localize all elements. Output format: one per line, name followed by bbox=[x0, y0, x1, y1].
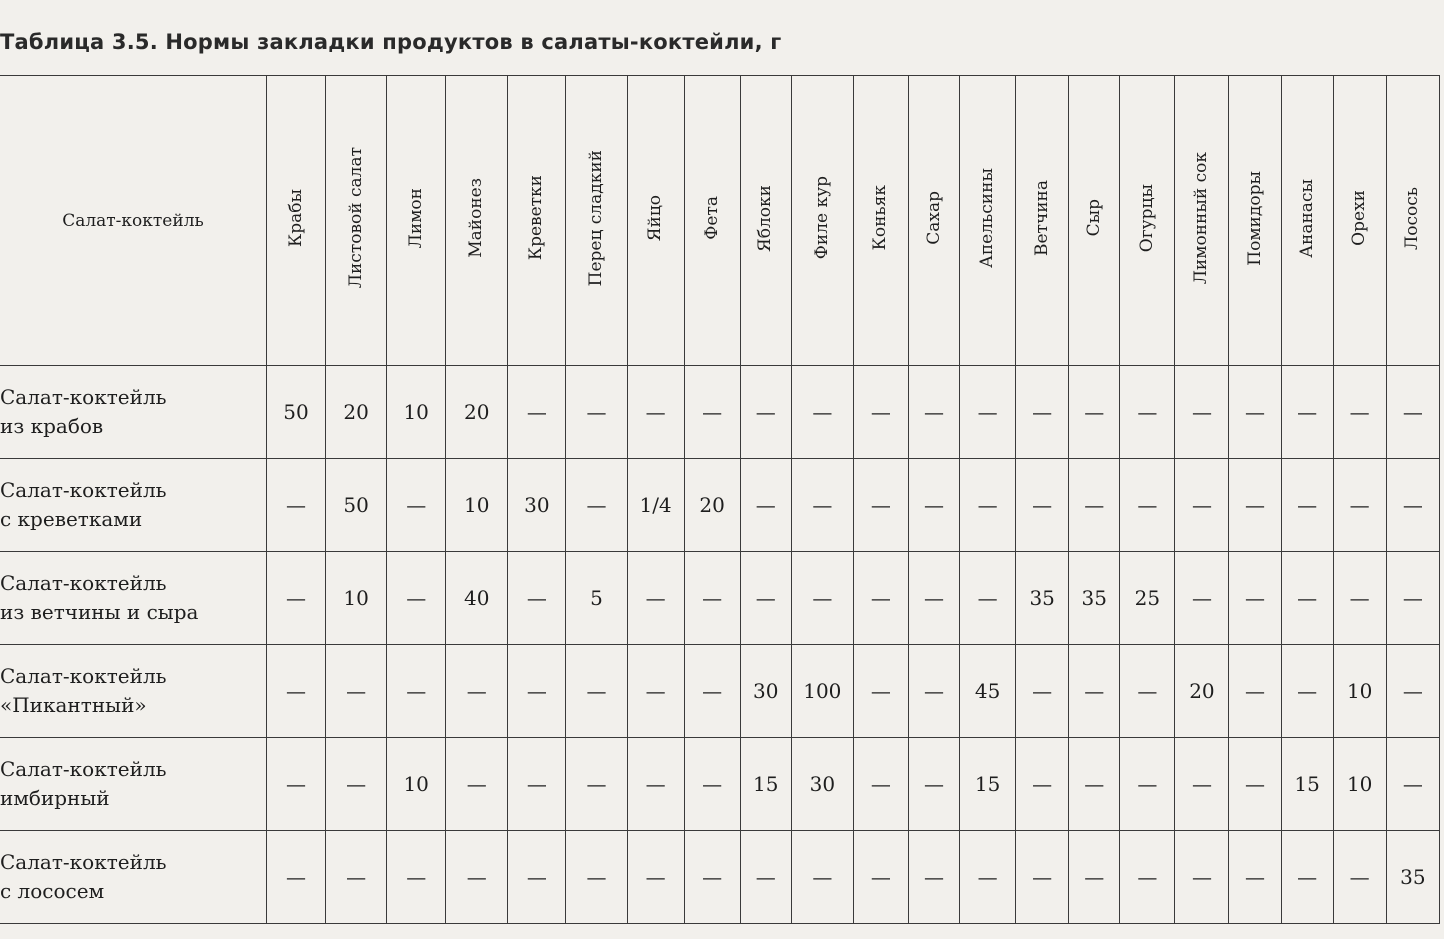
table-cell: — bbox=[1333, 552, 1386, 645]
table-cell: — bbox=[684, 831, 740, 924]
table-cell: — bbox=[1229, 831, 1281, 924]
table-cell: — bbox=[508, 831, 566, 924]
column-header-label: Яблоки bbox=[755, 184, 776, 252]
table-cell: — bbox=[1175, 366, 1229, 459]
table-cell: — bbox=[627, 552, 684, 645]
row-header bbox=[0, 645, 266, 738]
table-cell: 15 bbox=[740, 738, 791, 831]
column-header bbox=[326, 76, 387, 366]
row-header bbox=[0, 738, 266, 831]
row-header bbox=[0, 366, 266, 459]
table-cell: — bbox=[627, 831, 684, 924]
row-header bbox=[0, 459, 266, 552]
column-header-label: Коньяк bbox=[870, 185, 891, 251]
table-cell: — bbox=[684, 366, 740, 459]
table-cell: — bbox=[1069, 738, 1120, 831]
column-header bbox=[908, 76, 959, 366]
table-cell: — bbox=[853, 831, 908, 924]
row-header bbox=[0, 552, 266, 645]
table-cell: — bbox=[908, 831, 959, 924]
row-header-line: из ветчины и сыра bbox=[0, 600, 199, 624]
table-cell: — bbox=[1069, 645, 1120, 738]
table-cell: — bbox=[1016, 366, 1069, 459]
table-cell: — bbox=[1386, 459, 1439, 552]
column-header bbox=[960, 76, 1016, 366]
table-cell: — bbox=[566, 366, 627, 459]
table-cell: — bbox=[908, 459, 959, 552]
row-header-line: Салат-коктейль bbox=[0, 664, 167, 688]
table-cell: 50 bbox=[266, 366, 325, 459]
table-cell: — bbox=[791, 459, 853, 552]
column-header-label: Сахар bbox=[923, 191, 944, 245]
column-header-label: Сыр bbox=[1083, 199, 1104, 237]
table-cell: 45 bbox=[960, 645, 1016, 738]
column-header bbox=[1281, 76, 1333, 366]
table-cell: 10 bbox=[1333, 645, 1386, 738]
column-header bbox=[853, 76, 908, 366]
norms-table bbox=[0, 75, 1440, 924]
table-cell: — bbox=[1120, 738, 1175, 831]
row-header-line: Салат-коктейль bbox=[0, 757, 167, 781]
column-header-label: Креветки bbox=[526, 175, 547, 261]
table-cell: — bbox=[266, 831, 325, 924]
column-header-label: Апельсины bbox=[977, 167, 998, 269]
table-cell: — bbox=[508, 738, 566, 831]
table-cell: — bbox=[853, 645, 908, 738]
table-row bbox=[0, 831, 1440, 924]
table-cell: — bbox=[387, 645, 446, 738]
column-header bbox=[387, 76, 446, 366]
table-cell: — bbox=[1175, 738, 1229, 831]
row-header bbox=[0, 831, 266, 924]
table-cell: — bbox=[1120, 645, 1175, 738]
column-header-label: Листовой салат bbox=[345, 147, 366, 289]
table-cell: — bbox=[508, 552, 566, 645]
table-cell: 35 bbox=[1016, 552, 1069, 645]
column-header-label: Лимонный сок bbox=[1191, 151, 1212, 285]
column-header bbox=[566, 76, 627, 366]
row-header-line: с лососем bbox=[0, 879, 105, 903]
row-header-line: Салат-коктейль bbox=[0, 571, 167, 595]
table-cell: — bbox=[446, 645, 508, 738]
table-cell: 30 bbox=[791, 738, 853, 831]
table-cell: — bbox=[266, 459, 325, 552]
column-header bbox=[1016, 76, 1069, 366]
column-header bbox=[1069, 76, 1120, 366]
table-cell: — bbox=[1281, 366, 1333, 459]
table-cell: 10 bbox=[326, 552, 387, 645]
table-cell: — bbox=[446, 738, 508, 831]
table-cell: — bbox=[853, 459, 908, 552]
table-cell: — bbox=[326, 831, 387, 924]
column-header-label: Перец сладкий bbox=[585, 149, 606, 287]
table-cell: — bbox=[1069, 831, 1120, 924]
column-header-label: Филе кур bbox=[811, 176, 832, 260]
table-cell: 15 bbox=[960, 738, 1016, 831]
table-cell: — bbox=[1120, 366, 1175, 459]
table-cell: — bbox=[1333, 366, 1386, 459]
table-cell: 20 bbox=[1175, 645, 1229, 738]
table-cell: 20 bbox=[684, 459, 740, 552]
table-cell: — bbox=[387, 552, 446, 645]
table-cell: — bbox=[1281, 552, 1333, 645]
table-cell: — bbox=[566, 459, 627, 552]
table-cell: — bbox=[1229, 552, 1281, 645]
table-cell: — bbox=[508, 366, 566, 459]
column-header bbox=[266, 76, 325, 366]
table-cell: — bbox=[960, 552, 1016, 645]
table-row bbox=[0, 459, 1440, 552]
table-cell: — bbox=[1281, 645, 1333, 738]
table-cell: — bbox=[387, 459, 446, 552]
table-row bbox=[0, 645, 1440, 738]
table-caption: Таблица 3.5. Нормы закладки продуктов в салаты-коктейли, г bbox=[0, 30, 782, 54]
column-header-label: Орехи bbox=[1349, 190, 1370, 246]
column-header-label: Огурцы bbox=[1136, 183, 1157, 253]
row-header-line: Салат-коктейль bbox=[0, 850, 167, 874]
table-cell: 20 bbox=[326, 366, 387, 459]
table-cell: — bbox=[387, 831, 446, 924]
column-header bbox=[740, 76, 791, 366]
column-header-label: Лосось bbox=[1402, 186, 1423, 250]
table-cell: — bbox=[1229, 738, 1281, 831]
column-header-label: Ветчина bbox=[1031, 180, 1052, 256]
table-cell: — bbox=[566, 645, 627, 738]
table-cell: — bbox=[627, 645, 684, 738]
table-cell: — bbox=[740, 459, 791, 552]
table-cell: — bbox=[791, 831, 853, 924]
table-cell: — bbox=[1069, 366, 1120, 459]
table-cell: — bbox=[908, 366, 959, 459]
table-cell: — bbox=[566, 831, 627, 924]
row-header-line: «Пикантный» bbox=[0, 693, 147, 717]
row-header-line: из крабов bbox=[0, 414, 104, 438]
table-cell: — bbox=[508, 645, 566, 738]
table-cell: — bbox=[1386, 645, 1439, 738]
corner-header: Салат-коктейль bbox=[0, 76, 266, 366]
table-cell: — bbox=[853, 738, 908, 831]
table-cell: — bbox=[266, 552, 325, 645]
table-cell: 30 bbox=[508, 459, 566, 552]
table-cell: — bbox=[1175, 459, 1229, 552]
table-cell: — bbox=[740, 366, 791, 459]
table-cell: — bbox=[740, 831, 791, 924]
header-row bbox=[0, 76, 1440, 366]
table-cell: 10 bbox=[387, 366, 446, 459]
table-cell: — bbox=[266, 645, 325, 738]
column-header-label: Лимон bbox=[405, 187, 426, 249]
table-cell: — bbox=[740, 552, 791, 645]
table-cell: 10 bbox=[1333, 738, 1386, 831]
table-cell: 20 bbox=[446, 366, 508, 459]
table-cell: — bbox=[684, 645, 740, 738]
table-cell: — bbox=[1069, 459, 1120, 552]
column-header bbox=[791, 76, 853, 366]
table-cell: 10 bbox=[387, 738, 446, 831]
column-header-label: Ананасы bbox=[1296, 178, 1317, 258]
column-header bbox=[1229, 76, 1281, 366]
table-cell: — bbox=[1386, 366, 1439, 459]
table-cell: 100 bbox=[791, 645, 853, 738]
row-header-line: имбирный bbox=[0, 786, 110, 810]
table-cell: — bbox=[627, 738, 684, 831]
table-cell: — bbox=[908, 552, 959, 645]
table-cell: 15 bbox=[1281, 738, 1333, 831]
column-header-label: Крабы bbox=[285, 189, 306, 247]
table-cell: — bbox=[446, 831, 508, 924]
table-cell: — bbox=[326, 738, 387, 831]
table-cell: — bbox=[1333, 459, 1386, 552]
table-cell: — bbox=[1333, 831, 1386, 924]
table-cell: 5 bbox=[566, 552, 627, 645]
table-cell: — bbox=[1016, 645, 1069, 738]
table-cell: — bbox=[1175, 552, 1229, 645]
table-cell: — bbox=[1016, 831, 1069, 924]
table-cell: — bbox=[627, 366, 684, 459]
table-row bbox=[0, 738, 1440, 831]
table-cell: — bbox=[566, 738, 627, 831]
table-cell: — bbox=[853, 366, 908, 459]
table-cell: — bbox=[960, 831, 1016, 924]
table-cell: — bbox=[1386, 552, 1439, 645]
column-header-label: Яйцо bbox=[645, 194, 666, 242]
row-header-line: с креветками bbox=[0, 507, 143, 531]
table-cell: — bbox=[960, 459, 1016, 552]
table-cell: 1/4 bbox=[627, 459, 684, 552]
table-cell: — bbox=[791, 552, 853, 645]
table-cell: — bbox=[1281, 831, 1333, 924]
table-cell: — bbox=[684, 738, 740, 831]
table-cell: — bbox=[1175, 831, 1229, 924]
table-cell: — bbox=[1281, 459, 1333, 552]
table-cell: — bbox=[1229, 459, 1281, 552]
table-cell: — bbox=[1386, 738, 1439, 831]
table-cell: 30 bbox=[740, 645, 791, 738]
table-cell: 35 bbox=[1386, 831, 1439, 924]
table-cell: 50 bbox=[326, 459, 387, 552]
table-cell: — bbox=[908, 645, 959, 738]
table-cell: — bbox=[908, 738, 959, 831]
column-header-label: Майонез bbox=[466, 178, 487, 258]
table-cell: — bbox=[684, 552, 740, 645]
table-row bbox=[0, 552, 1440, 645]
table-cell: — bbox=[1229, 366, 1281, 459]
column-header-label: Фета bbox=[701, 196, 722, 240]
table-cell: — bbox=[1229, 645, 1281, 738]
table-cell: — bbox=[266, 738, 325, 831]
table-cell: 40 bbox=[446, 552, 508, 645]
row-header-line: Салат-коктейль bbox=[0, 478, 167, 502]
table-cell: — bbox=[1016, 459, 1069, 552]
column-header bbox=[508, 76, 566, 366]
table-cell: 25 bbox=[1120, 552, 1175, 645]
column-header bbox=[684, 76, 740, 366]
column-header bbox=[1333, 76, 1386, 366]
table-cell: — bbox=[853, 552, 908, 645]
table-cell: 10 bbox=[446, 459, 508, 552]
column-header bbox=[1175, 76, 1229, 366]
table-cell: — bbox=[1120, 459, 1175, 552]
column-header bbox=[627, 76, 684, 366]
row-header-line: Салат-коктейль bbox=[0, 385, 167, 409]
table-cell: — bbox=[960, 366, 1016, 459]
table-cell: — bbox=[791, 366, 853, 459]
table-cell: 35 bbox=[1069, 552, 1120, 645]
table-row bbox=[0, 366, 1440, 459]
table-cell: — bbox=[326, 645, 387, 738]
table-cell: — bbox=[1120, 831, 1175, 924]
column-header-label: Помидоры bbox=[1244, 170, 1265, 266]
column-header bbox=[1386, 76, 1439, 366]
column-header bbox=[446, 76, 508, 366]
column-header bbox=[1120, 76, 1175, 366]
table-cell: — bbox=[1016, 738, 1069, 831]
